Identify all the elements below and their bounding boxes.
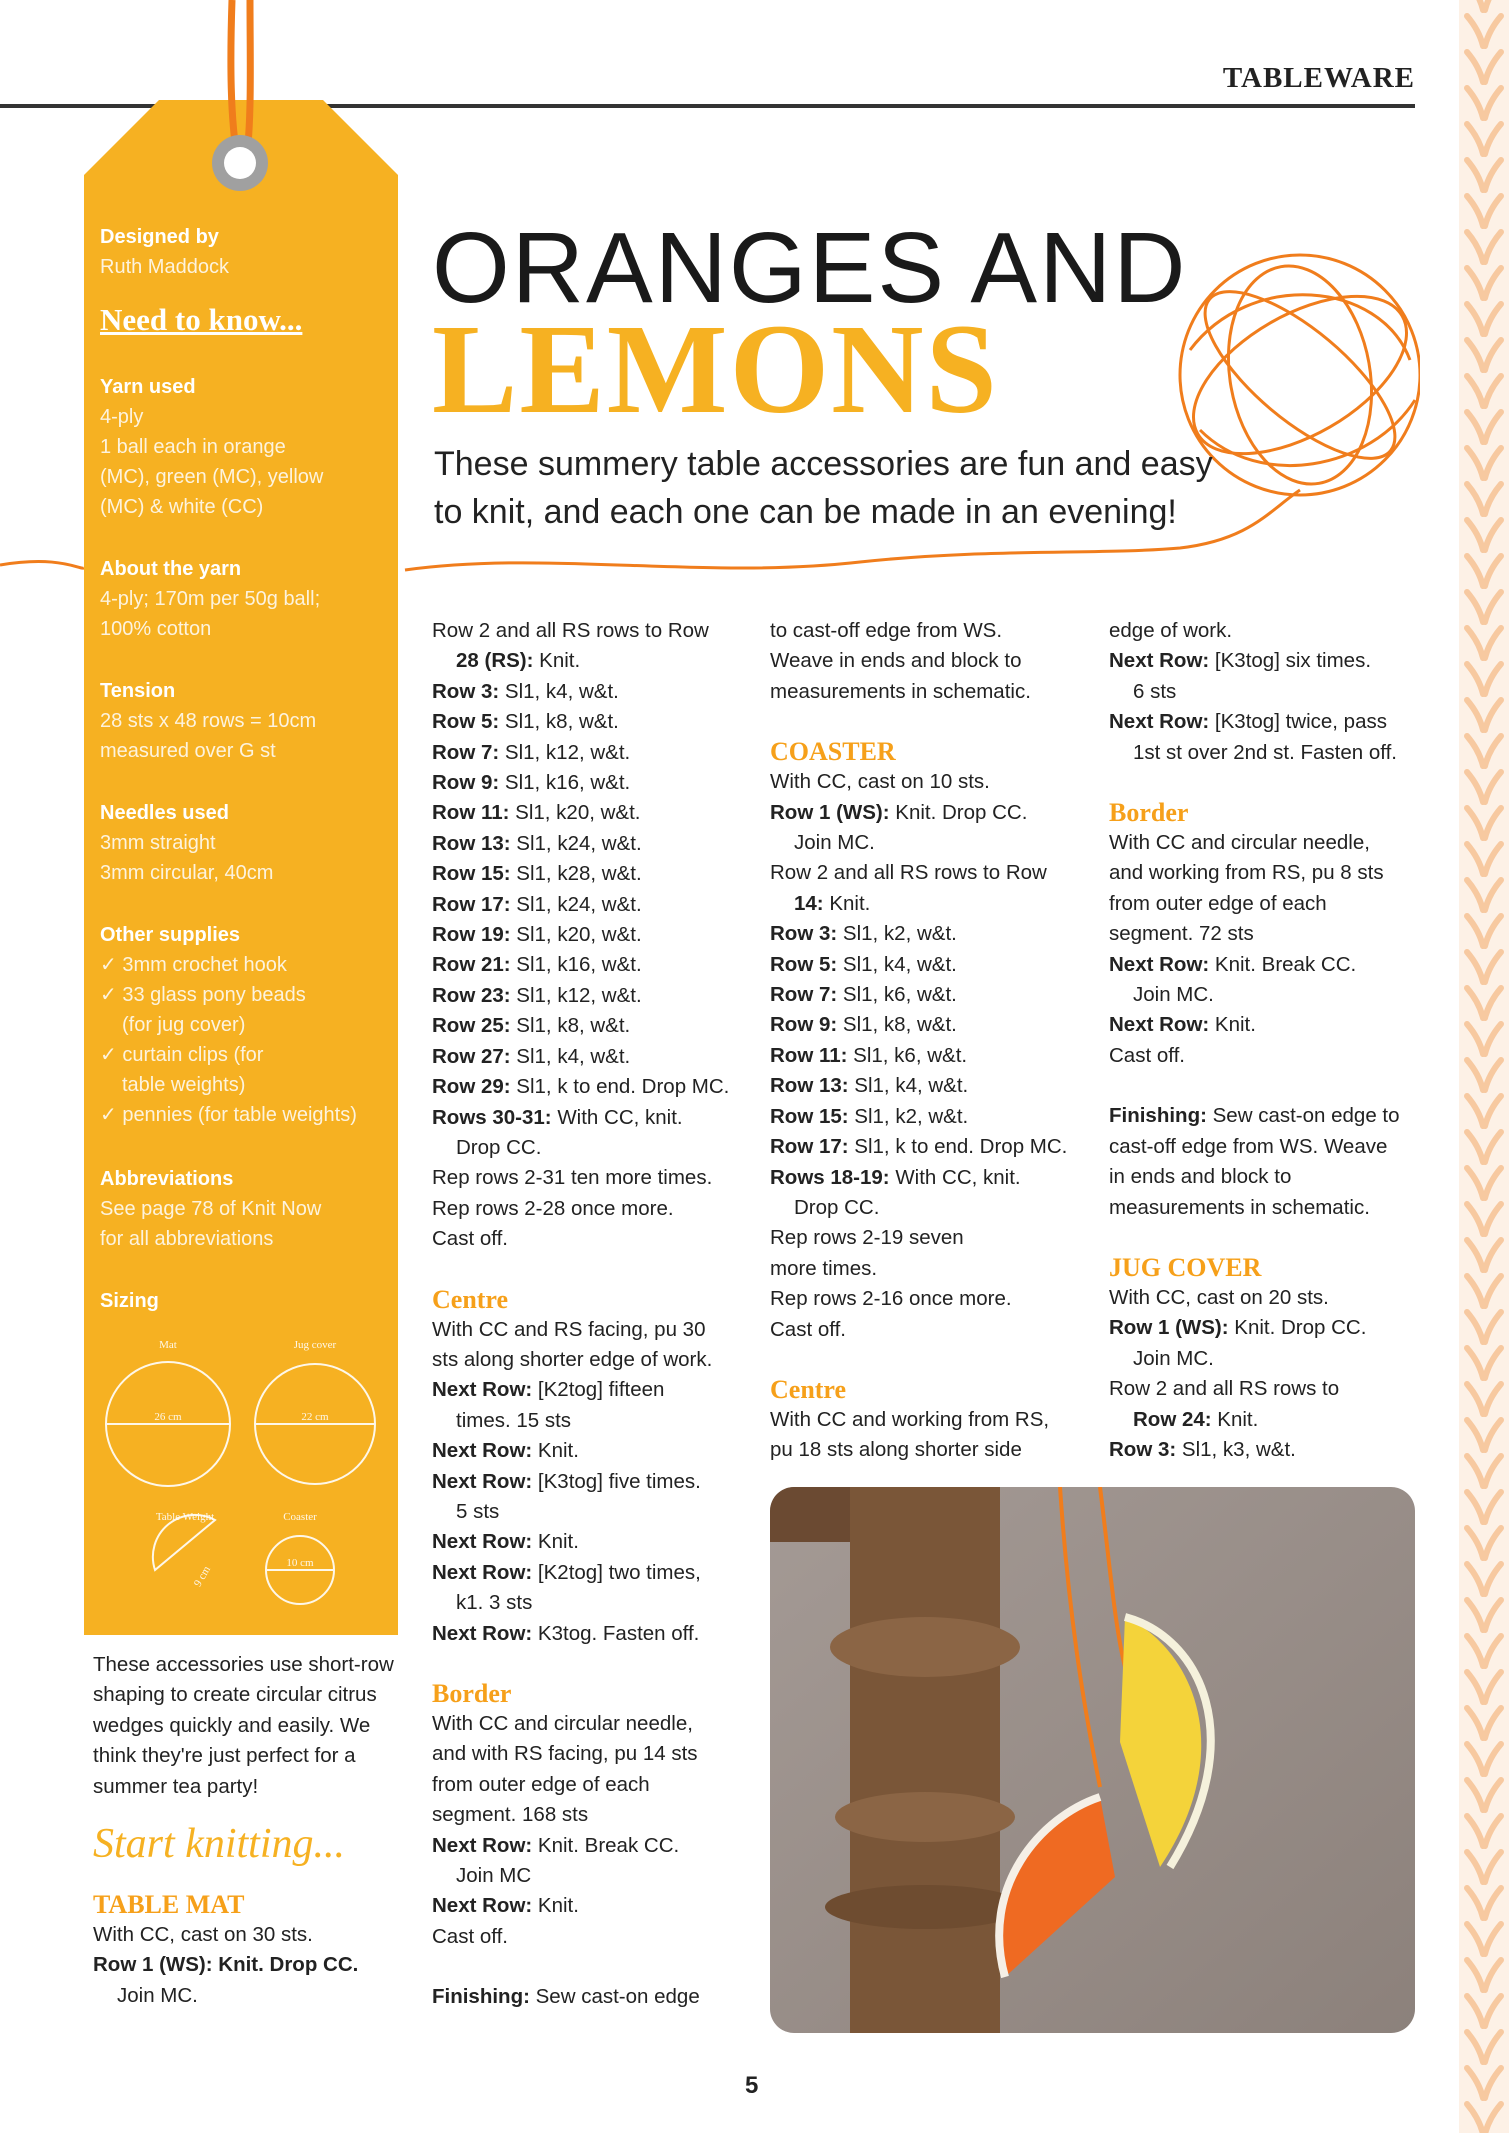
pattern-line: 14: Knit. bbox=[794, 891, 871, 915]
braid-stitch bbox=[1467, 1492, 1483, 1522]
braid-stitch bbox=[1467, 1708, 1483, 1738]
start-knitting-heading: Start knitting... bbox=[93, 1821, 345, 1867]
pattern-line: Drop CC. bbox=[794, 1195, 880, 1219]
abbrev-label: Abbreviations bbox=[100, 1168, 234, 1190]
weight-dim: 9 cm bbox=[191, 1564, 214, 1589]
braid-stitch bbox=[1485, 232, 1501, 262]
braid-stitch bbox=[1467, 1240, 1483, 1270]
braid-stitch bbox=[1485, 412, 1501, 442]
braid-stitch bbox=[1467, 88, 1483, 118]
mat-label: Mat bbox=[159, 1339, 177, 1351]
designed-label: Designed by bbox=[100, 226, 219, 248]
braid-stitch bbox=[1467, 124, 1483, 154]
pattern-line: Join MC. bbox=[794, 831, 875, 855]
pattern-line: Join MC bbox=[456, 1864, 532, 1888]
pattern-line: Join MC. bbox=[1133, 983, 1214, 1007]
braid-stitch bbox=[1467, 1348, 1483, 1378]
pattern-line: more times. bbox=[770, 1256, 878, 1280]
braid-stitch bbox=[1485, 1564, 1501, 1594]
braid-stitch bbox=[1467, 1312, 1483, 1342]
supplies-line: ✓ 33 glass pony beads bbox=[100, 984, 306, 1006]
intro-text: These accessories use short-row shaping to create circular citrus wedges quickly and easily. We think they're just perfect for a summer tea party! bbox=[93, 1653, 394, 1798]
braid-stitch bbox=[1467, 1276, 1483, 1306]
braid-stitch bbox=[1485, 628, 1501, 658]
braid-stitch bbox=[1485, 952, 1501, 982]
braid-stitch bbox=[1467, 2032, 1483, 2062]
braid-stitch bbox=[1467, 952, 1483, 982]
braid-stitch bbox=[1467, 1096, 1483, 1126]
supplies-line: ✓ 3mm crochet hook bbox=[100, 954, 287, 976]
braid-stitch bbox=[1467, 376, 1483, 406]
braid-stitch bbox=[1485, 160, 1501, 190]
pattern-line: Next Row: [K2tog] two times, bbox=[432, 1560, 701, 1584]
pattern-line: Row 15: Sl1, k2, w&t. bbox=[770, 1104, 969, 1128]
pattern-line: 1st st over 2nd st. Fasten off. bbox=[1133, 740, 1397, 764]
braid-stitch bbox=[1485, 1924, 1501, 1954]
braid-stitch bbox=[1467, 700, 1483, 730]
braid-stitch bbox=[1485, 1240, 1501, 1270]
braid-stitch bbox=[1485, 1168, 1501, 1198]
sizing-label: Sizing bbox=[100, 1290, 159, 1312]
braid-stitch bbox=[1467, 52, 1483, 82]
pattern-line: to cast-off edge from WS. bbox=[770, 619, 1003, 642]
braid-stitch bbox=[1485, 16, 1501, 46]
pattern-line: Finishing: Sew cast-on edge to bbox=[1109, 1104, 1400, 1128]
about-line: 100% cotton bbox=[100, 618, 212, 640]
pattern-line: Row 17: Sl1, k to end. Drop MC. bbox=[770, 1135, 1068, 1159]
pattern-line: Row 3: Sl1, k3, w&t. bbox=[1109, 1437, 1296, 1461]
braid-stitch bbox=[1467, 1852, 1483, 1882]
yarn-line: (MC), green (MC), yellow bbox=[100, 466, 324, 488]
braid-stitch bbox=[1485, 1528, 1501, 1558]
pattern-line: from outer edge of each bbox=[432, 1772, 650, 1796]
supplies-block bbox=[100, 920, 400, 1130]
about-yarn-block bbox=[100, 554, 400, 644]
braid-stitch bbox=[1485, 736, 1501, 766]
braid-stitch bbox=[1467, 664, 1483, 694]
coaster-dim: 10 cm bbox=[286, 1557, 314, 1569]
pattern-line: Row 13: Sl1, k4, w&t. bbox=[770, 1074, 969, 1098]
about-label: About the yarn bbox=[100, 558, 242, 580]
braid-stitch bbox=[1467, 592, 1483, 622]
braid-stitch bbox=[1485, 340, 1501, 370]
citrus-photo-illustration bbox=[770, 1487, 1415, 2033]
tension-line: measured over G st bbox=[100, 740, 276, 762]
braid-stitch bbox=[1485, 592, 1501, 622]
pattern-line: Weave in ends and block to bbox=[770, 649, 1022, 673]
braid-stitch bbox=[1467, 1960, 1483, 1990]
braid-stitch bbox=[1485, 124, 1501, 154]
braid-stitch bbox=[1467, 1636, 1483, 1666]
supplies-line: table weights) bbox=[122, 1074, 246, 1096]
braid-stitch bbox=[1467, 0, 1483, 10]
pattern-line: Next Row: [K3tog] six times. bbox=[1109, 649, 1372, 673]
pattern-line: Row 9: Sl1, k8, w&t. bbox=[770, 1013, 957, 1037]
table-mat-heading: TABLE MAT bbox=[93, 1890, 245, 1919]
braid-stitch bbox=[1467, 1780, 1483, 1810]
braid-stitch bbox=[1467, 1888, 1483, 1918]
section-heading: JUG COVER bbox=[1109, 1252, 1262, 1282]
pattern-line: Next Row: Knit. bbox=[432, 1439, 579, 1463]
braid-stitch bbox=[1467, 304, 1483, 334]
braid-stitch bbox=[1485, 1636, 1501, 1666]
braid-stitch bbox=[1485, 1024, 1501, 1054]
wave-left bbox=[0, 562, 84, 569]
pattern-line: Next Row: Knit. Break CC. bbox=[432, 1833, 680, 1857]
braid-stitch bbox=[1467, 196, 1483, 226]
pattern-line: 6 sts bbox=[1133, 679, 1177, 703]
braid-stitch bbox=[1467, 340, 1483, 370]
page-number: 5 bbox=[745, 2072, 759, 2099]
braid-stitch bbox=[1467, 16, 1483, 46]
pattern-line: Rep rows 2-19 seven bbox=[770, 1226, 964, 1250]
braid-stitch bbox=[1485, 0, 1501, 10]
pattern-line: times. 15 sts bbox=[456, 1408, 572, 1432]
braid-stitch bbox=[1467, 808, 1483, 838]
pattern-line: With CC, cast on 20 sts. bbox=[1109, 1285, 1329, 1309]
braid-stitch bbox=[1485, 1204, 1501, 1234]
braid-stitch bbox=[1467, 628, 1483, 658]
pattern-line: Next Row: [K3tog] five times. bbox=[432, 1469, 701, 1493]
pattern-line: Row 27: Sl1, k4, w&t. bbox=[432, 1044, 631, 1068]
braid-stitch bbox=[1485, 808, 1501, 838]
abbrev-line: for all abbreviations bbox=[100, 1228, 274, 1250]
pattern-line: Join MC. bbox=[1133, 1346, 1214, 1370]
braid-stitch bbox=[1485, 1888, 1501, 1918]
braid-stitch bbox=[1467, 880, 1483, 910]
braid-stitch bbox=[1485, 304, 1501, 334]
pattern-line: With CC, cast on 30 sts. bbox=[93, 1923, 313, 1946]
pattern-line: pu 18 sts along shorter side bbox=[770, 1438, 1022, 1462]
weight-wedge bbox=[153, 1515, 215, 1570]
pattern-line: With CC and working from RS, bbox=[770, 1407, 1050, 1431]
braid-stitch bbox=[1467, 1996, 1483, 2026]
braid-stitch bbox=[1467, 844, 1483, 874]
pattern-line: measurements in schematic. bbox=[1109, 1195, 1370, 1219]
braid-stitch bbox=[1485, 556, 1501, 586]
subtitle: These summery table accessories are fun and easy to knit, and each one can be made in an evening! bbox=[434, 445, 1213, 531]
pattern-line: Row 2 and all RS rows to Row bbox=[432, 619, 709, 642]
pattern-line: Row 1 (WS): Knit. Drop CC. bbox=[1109, 1316, 1367, 1340]
designer-name: Ruth Maddock bbox=[100, 256, 229, 278]
braid-stitch bbox=[1485, 2032, 1501, 2062]
braid-stitch bbox=[1485, 1492, 1501, 1522]
pattern-line: Rep rows 2-31 ten more times. bbox=[432, 1166, 713, 1190]
sizing-schematic bbox=[90, 1330, 390, 1620]
braid-stitch bbox=[1485, 484, 1501, 514]
braid-stitch bbox=[1467, 1744, 1483, 1774]
braid-stitch bbox=[1485, 1816, 1501, 1846]
product-photo bbox=[770, 1487, 1415, 2033]
pattern-line: and working from RS, pu 8 sts bbox=[1109, 861, 1384, 885]
braid-stitch bbox=[1485, 844, 1501, 874]
yarn-line: 1 ball each in orange bbox=[100, 436, 286, 458]
pattern-line: Row 21: Sl1, k16, w&t. bbox=[432, 953, 642, 977]
yarn-line: 4-ply bbox=[100, 406, 144, 428]
pattern-line: Row 9: Sl1, k16, w&t. bbox=[432, 771, 631, 795]
pattern-line: and with RS facing, pu 14 sts bbox=[432, 1742, 698, 1766]
coaster-label: Coaster bbox=[283, 1511, 317, 1523]
braid-stitch bbox=[1467, 232, 1483, 262]
braid-stitch bbox=[1485, 1420, 1501, 1450]
pattern-line: With CC, cast on 10 sts. bbox=[770, 770, 990, 794]
braid-stitch bbox=[1467, 916, 1483, 946]
pattern-line: cast-off edge from WS. Weave bbox=[1109, 1134, 1388, 1158]
pattern-line: sts along shorter edge of work. bbox=[432, 1347, 713, 1371]
pattern-line: Row 15: Sl1, k28, w&t. bbox=[432, 862, 642, 886]
pattern-line: measurements in schematic. bbox=[770, 679, 1031, 703]
pattern-line: Next Row: [K3tog] twice, pass bbox=[1109, 710, 1387, 734]
braid-stitch bbox=[1467, 2104, 1483, 2133]
pattern-line: Next Row: K3tog. Fasten off. bbox=[432, 1621, 700, 1645]
tension-block bbox=[100, 676, 400, 766]
pattern-line: Next Row: Knit. bbox=[432, 1530, 579, 1554]
needles-block bbox=[100, 798, 400, 888]
braid-stitch bbox=[1467, 520, 1483, 550]
braid-stitch bbox=[1467, 1816, 1483, 1846]
pattern-line: Cast off. bbox=[1109, 1043, 1185, 1067]
pattern-line: k1. 3 sts bbox=[456, 1591, 533, 1615]
braid-stitch bbox=[1485, 268, 1501, 298]
mat-dim: 26 cm bbox=[154, 1411, 182, 1423]
column-1 bbox=[93, 1890, 403, 2011]
pattern-line: 5 sts bbox=[456, 1499, 500, 1523]
braid-stitch bbox=[1467, 1600, 1483, 1630]
braid-stitch bbox=[1467, 1384, 1483, 1414]
tension-label: Tension bbox=[100, 680, 176, 702]
braid-stitch bbox=[1467, 484, 1483, 514]
braid-stitch bbox=[1467, 1420, 1483, 1450]
braid-stitch bbox=[1485, 988, 1501, 1018]
pattern-line: Cast off. bbox=[432, 1227, 508, 1251]
pattern-line: Rows 30-31: With CC, knit. bbox=[432, 1105, 683, 1129]
supplies-label: Other supplies bbox=[100, 924, 241, 946]
braid-stitch bbox=[1485, 1960, 1501, 1990]
braid-stitch bbox=[1485, 1060, 1501, 1090]
pattern-line: Row 24: Knit. bbox=[1133, 1407, 1259, 1431]
pattern-line: Row 7: Sl1, k6, w&t. bbox=[770, 983, 957, 1007]
braid-stitch bbox=[1467, 1528, 1483, 1558]
pattern-line: Row 2 and all RS rows to bbox=[1109, 1377, 1340, 1401]
braid-stitch bbox=[1467, 1024, 1483, 1054]
section-tag: TABLEWARE bbox=[1222, 62, 1415, 94]
braid-stitch bbox=[1467, 1672, 1483, 1702]
braid-stitch bbox=[1485, 1384, 1501, 1414]
braid-stitch bbox=[1485, 376, 1501, 406]
pattern-line: 28 (RS): Knit. bbox=[456, 649, 581, 673]
braid-stitch bbox=[1467, 1456, 1483, 1486]
column-3 bbox=[770, 616, 1100, 1466]
pattern-line: Row 29: Sl1, k to end. Drop MC. bbox=[432, 1075, 730, 1099]
braid-stitch bbox=[1485, 1312, 1501, 1342]
braid-stitch bbox=[1485, 772, 1501, 802]
braid-stitch bbox=[1485, 1996, 1501, 2026]
braid-stitch bbox=[1485, 916, 1501, 946]
section-heading: Centre bbox=[432, 1284, 509, 1314]
pattern-line: Next Row: Knit. Break CC. bbox=[1109, 952, 1357, 976]
needles-label: Needles used bbox=[100, 802, 229, 824]
pattern-line: Row 3: Sl1, k4, w&t. bbox=[432, 679, 619, 703]
braid-stitch bbox=[1485, 880, 1501, 910]
pattern-line: With CC and circular needle, bbox=[432, 1712, 693, 1735]
pattern-line: Row 7: Sl1, k12, w&t. bbox=[432, 740, 631, 764]
pattern-line: Cast off. bbox=[770, 1317, 846, 1341]
yarn-label: Yarn used bbox=[100, 376, 196, 398]
braid-border bbox=[1459, 0, 1509, 2133]
braid-stitch bbox=[1485, 1348, 1501, 1378]
yarn-used-block bbox=[100, 372, 400, 522]
braid-stitch bbox=[1485, 1744, 1501, 1774]
jug-dim: 22 cm bbox=[301, 1411, 329, 1423]
pattern-line: Row 1 (WS): Knit. Drop CC. bbox=[93, 1953, 359, 1977]
braid-stitch bbox=[1467, 1132, 1483, 1162]
pattern-line: Cast off. bbox=[432, 1924, 508, 1948]
needles-line: 3mm circular, 40cm bbox=[100, 862, 274, 884]
abbrev-line: See page 78 of Knit Now bbox=[100, 1198, 322, 1220]
braid-stitch bbox=[1485, 1132, 1501, 1162]
braid-stitch bbox=[1485, 1852, 1501, 1882]
pattern-line: Row 13: Sl1, k24, w&t. bbox=[432, 831, 642, 855]
jug-label: Jug cover bbox=[293, 1339, 337, 1351]
pattern-line: segment. 72 sts bbox=[1109, 922, 1254, 946]
braid-stitch bbox=[1485, 1780, 1501, 1810]
title-line-2: LEMONS bbox=[432, 298, 999, 440]
column-2 bbox=[432, 616, 762, 2013]
section-heading: Centre bbox=[770, 1374, 847, 1404]
braid-stitch bbox=[1467, 772, 1483, 802]
section-heading: Border bbox=[432, 1679, 512, 1708]
pattern-line: Join MC. bbox=[117, 1983, 198, 2007]
pattern-line: edge of work. bbox=[1109, 619, 1233, 642]
pattern-line: Row 3: Sl1, k2, w&t. bbox=[770, 922, 957, 946]
pattern-line: Rep rows 2-16 once more. bbox=[770, 1287, 1012, 1311]
tag-string bbox=[190, 0, 300, 200]
braid-stitch bbox=[1485, 1600, 1501, 1630]
pattern-line: With CC and RS facing, pu 30 bbox=[432, 1317, 706, 1341]
section-heading: COASTER bbox=[770, 737, 896, 767]
braid-stitch bbox=[1467, 556, 1483, 586]
pattern-line: Next Row: Knit. bbox=[1109, 1013, 1256, 1037]
braid-stitch bbox=[1467, 736, 1483, 766]
braid-stitch bbox=[1485, 196, 1501, 226]
supplies-line: (for jug cover) bbox=[122, 1014, 246, 1036]
supplies-line: ✓ pennies (for table weights) bbox=[100, 1104, 357, 1126]
pattern-line: Row 19: Sl1, k20, w&t. bbox=[432, 923, 642, 947]
section-heading: Border bbox=[1109, 798, 1189, 828]
braid-stitch bbox=[1485, 52, 1501, 82]
braid-stitch bbox=[1485, 1096, 1501, 1126]
yarn-line: (MC) & white (CC) bbox=[100, 496, 264, 518]
weight-label: Table Weight bbox=[155, 1511, 215, 1523]
column-4 bbox=[1109, 616, 1429, 1465]
braid-stitch bbox=[1485, 664, 1501, 694]
braid-stitch bbox=[1467, 2068, 1483, 2098]
needles-line: 3mm straight bbox=[100, 832, 216, 854]
table-leg bbox=[850, 1487, 1000, 2033]
braid-stitch bbox=[1485, 2068, 1501, 2098]
tension-line: 28 sts x 48 rows = 10cm bbox=[100, 710, 317, 732]
braid-stitch bbox=[1485, 520, 1501, 550]
braid-stitch bbox=[1467, 412, 1483, 442]
pattern-line: from outer edge of each bbox=[1109, 891, 1327, 915]
pattern-line: Rep rows 2-28 once more. bbox=[432, 1196, 674, 1220]
pattern-line: Drop CC. bbox=[456, 1135, 542, 1159]
braid-pattern bbox=[1459, 0, 1509, 2133]
braid-stitch bbox=[1467, 448, 1483, 478]
pattern-line: Row 25: Sl1, k8, w&t. bbox=[432, 1014, 631, 1038]
braid-stitch bbox=[1485, 1456, 1501, 1486]
supplies-line: ✓ curtain clips (for bbox=[100, 1044, 264, 1066]
braid-stitch bbox=[1467, 160, 1483, 190]
pattern-line: Row 11: Sl1, k6, w&t. bbox=[770, 1043, 968, 1067]
braid-stitch bbox=[1485, 88, 1501, 118]
pattern-line: in ends and block to bbox=[1109, 1165, 1292, 1189]
braid-stitch bbox=[1467, 1564, 1483, 1594]
braid-stitch bbox=[1467, 1204, 1483, 1234]
need-to-know-heading: Need to know... bbox=[100, 302, 303, 337]
pattern-line: Finishing: Sew cast-on edge bbox=[432, 1985, 700, 2009]
pattern-line: Row 5: Sl1, k8, w&t. bbox=[432, 710, 619, 734]
pattern-line: segment. 168 sts bbox=[432, 1803, 589, 1827]
pattern-line: With CC and circular needle, bbox=[1109, 831, 1370, 855]
braid-stitch bbox=[1485, 1708, 1501, 1738]
braid-stitch bbox=[1485, 1672, 1501, 1702]
title-line-1: ORANGES AND bbox=[432, 212, 1188, 324]
pattern-line: Row 1 (WS): Knit. Drop CC. bbox=[770, 800, 1028, 824]
pattern-line: Row 11: Sl1, k20, w&t. bbox=[432, 801, 641, 825]
pattern-line: Rows 18-19: With CC, knit. bbox=[770, 1165, 1021, 1189]
about-line: 4-ply; 170m per 50g ball; bbox=[100, 588, 321, 610]
pattern-line: Next Row: [K2tog] fifteen bbox=[432, 1378, 665, 1402]
braid-stitch bbox=[1467, 268, 1483, 298]
pattern-line: Row 23: Sl1, k12, w&t. bbox=[432, 983, 642, 1007]
pattern-line: Row 5: Sl1, k4, w&t. bbox=[770, 952, 957, 976]
braid-stitch bbox=[1485, 448, 1501, 478]
abbreviations-block bbox=[100, 1164, 400, 1254]
pattern-line: Row 2 and all RS rows to Row bbox=[770, 861, 1047, 885]
braid-stitch bbox=[1467, 1060, 1483, 1090]
braid-stitch bbox=[1467, 1924, 1483, 1954]
braid-stitch bbox=[1467, 1168, 1483, 1198]
pattern-line: Next Row: Knit. bbox=[432, 1894, 579, 1918]
braid-stitch bbox=[1485, 2104, 1501, 2133]
braid-stitch bbox=[1485, 700, 1501, 730]
pattern-line: Row 17: Sl1, k24, w&t. bbox=[432, 892, 642, 916]
braid-stitch bbox=[1485, 1276, 1501, 1306]
braid-stitch bbox=[1467, 988, 1483, 1018]
